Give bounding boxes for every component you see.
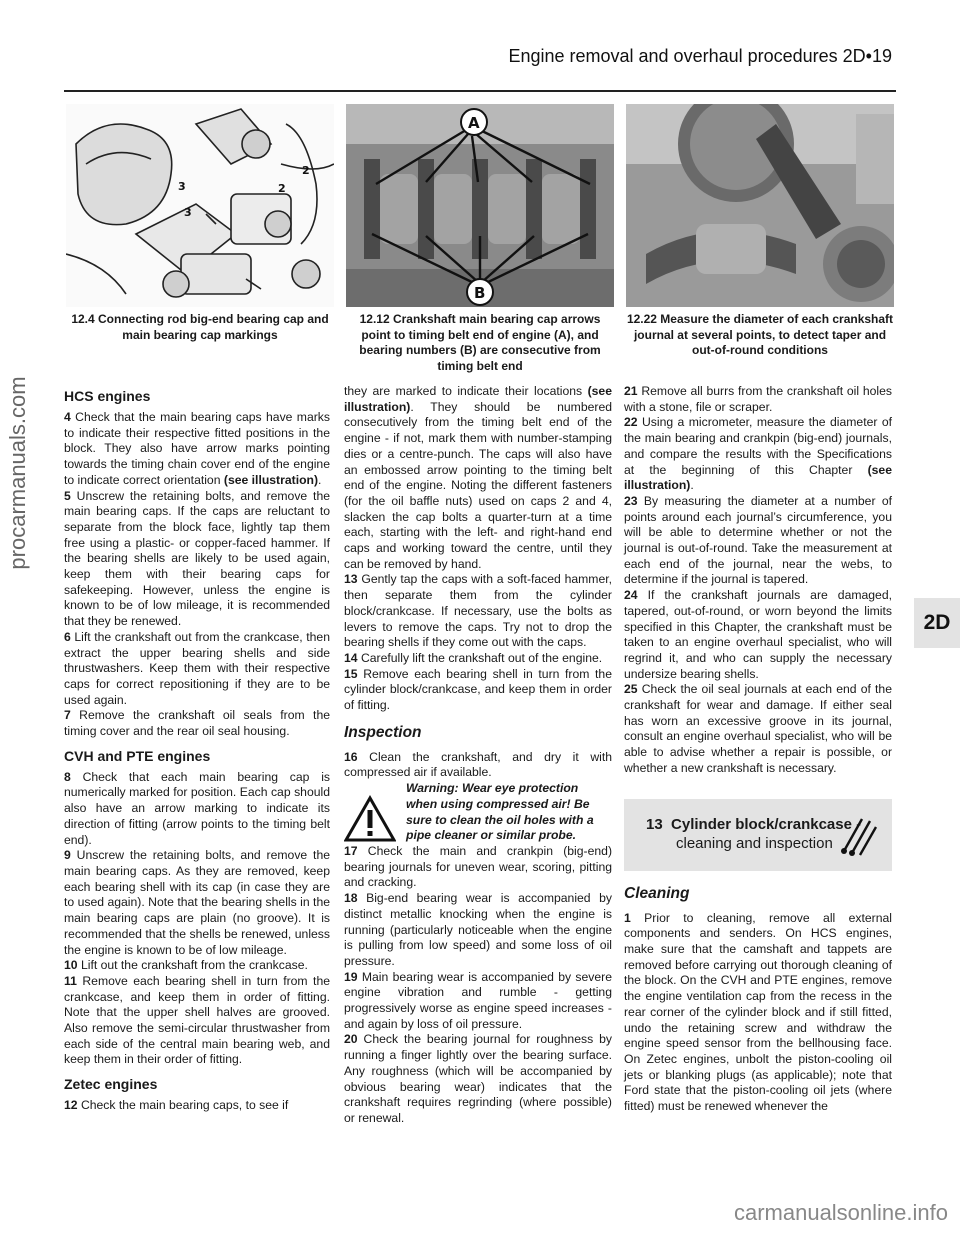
figure-12-22-image [626,104,894,307]
page-header-title: Engine removal and overhaul procedures 2D•19 [508,46,892,66]
paragraph-5: 5 Unscrew the retaining bolts, and remove the main bearing caps. If the caps are reluctant to separate from the block face, lightly tap them free using a plastic- or copper-faced hammer. If the bearing shells are likely to be used again, keep them with their bearing caps for safekeeping. However, unless the engine is known to be of low mileage, it is recommended that they be renewed. [64,488,330,629]
paragraph-6: 6 Lift the crankshaft out from the crankcase, then extract the upper bearing shells and side thrustwashers. Keep them with their respective caps for correct repositioning if they are to be used again. [64,629,330,707]
paragraph-15: 15 Remove each bearing shell in turn from the cylinder block/crankcase, and keep them in order of fitting. [344,666,612,713]
chapter-tab-2d: 2D [914,598,960,648]
text-column-2 [344,384,612,1127]
paragraph-4: 4 Check that the main bearing caps have marks to indicate their respective fitted positions in the block. They also have arrow marks pointing towards the timing chain cover end of the engine to indicate correct orientation (see illustration). [64,410,330,487]
label-a: A [468,114,480,132]
warning-triangle-icon [344,795,396,843]
bearing-mark-3a: 3 [178,180,186,193]
paragraph-24: 24 If the crankshaft journals are damaged, tapered, out-of-round, or worn beyond the limits specified in this Chapter, the crankshaft must be taken to an engine overhaul specialist, who will regrind it, and who can supply the necessary undersize bearing shells. [624,588,892,681]
figure-12-4-caption: 12.4 Connecting rod big-end bearing cap and main bearing cap markings [71,312,329,342]
heading-cleaning: Cleaning [624,884,690,902]
section-13-title: 13 Cylinder block/crankcase - cleaning and inspection [646,815,862,852]
text-column-1 [64,382,330,1114]
figure-12-12-caption: 12.12 Crankshaft main bearing cap arrows point to timing belt end of engine (A), and bearing numbers (B) are consecutive from timing belt end [359,312,601,373]
paragraph-16: 16 Clean the crankshaft, and dry it with compressed air if available. [344,749,612,780]
difficulty-spanners-icon [838,811,878,857]
bearing-mark-3b: 3 [184,206,192,219]
paragraph-9: 9 Unscrew the retaining bolts, and remove the main bearing caps. As they are removed, keep each bearing shell with its cap (in case they are to used again). Note that the bearing shells in the main bearing caps are plain (no groove). It is recommended that the shells be renewed, unless the engine is known to be of low mileage. [64,848,330,957]
bearing-mark-2b: 2 [278,182,286,195]
figure-12-4-image [66,104,334,307]
paragraph-7: 7 Remove the crankshaft oil seals from the timing cover and the rear oil seal housing. [64,708,330,739]
section-13-heading-box [624,799,892,871]
paragraph-13: 13 Gently tap the caps with a soft-faced hammer, then separate them from the cylinder block/crankcase. If necessary, use the bolts as levers to remove the caps. Try not to drop the bearing shells if they come out with the caps. [344,572,612,650]
heading-hcs-engines: HCS engines [64,388,151,404]
paragraph-22: 22 Using a micrometer, measure the diameter of the main bearing and crankpin (big-end) journals, and compare the results with the Specifications at the beginning of this Chapter (see illustration). [624,415,892,493]
paragraph-18: 18 Big-end bearing wear is accompanied by distinct metallic knocking when the engine is running (particularly noticeable when the engine is pulling from low speed) and some loss of oil pressure. [344,891,612,968]
figure-12-22-caption: 12.22 Measure the diameter of each crankshaft journal at several points, to detect taper and out-of-round conditions [626,312,894,357]
heading-inspection: Inspection [344,723,422,741]
heading-cvh-pte-engines: CVH and PTE engines [64,747,211,764]
paragraph-11: 11 Remove each bearing shell in turn from the crankcase, and keep them in order of fitting. Note that the upper shell halves are grooved. Also remove the semi-circular thrustwasher from each side of the central main bearing web, and keep them in their order of fitting. [64,973,331,1067]
paragraph-8: 8 Check that each main bearing cap is numerically marked for position. Each cap should also have an arrow marking to indicate its direction of fitting (arrow points to the timing belt end). [64,769,330,847]
warning-block [344,781,612,844]
label-b: B [474,284,486,302]
heading-zetec-engines: Zetec engines [64,1076,158,1093]
paragraph-12: 12 Check the main bearing caps, to see if [64,1098,289,1113]
text-column-3 [624,384,892,1115]
bearing-mark-2a: 2 [302,164,310,177]
watermark-carmanualsonline: carmanualsonline.info [733,1200,948,1225]
paragraph-1-cleaning: 1 Prior to cleaning, remove all external components and senders. On HCS engines, make sure that the camshaft and tappets are removed before carrying out thorough cleaning of the block. On the CVH and PTE engines, remove the engine ventilation cap from the recess in the rear corner of the cylinder block and if still fitted, undo the retaining screw and withdraw the engine speed sensor from the bellhousing face. On Zetec engines, unbolt the piston-cooling oil jets or blanking plugs (as applicable); note that Ford state that the piston-cooling oil jets (where fitted) must be renewed whenever the [624,910,892,1114]
paragraph-21: 21 Remove all burrs from the crankshaft oil holes with a stone, file or scraper. [624,384,892,414]
paragraph-25: 25 Check the oil seal journals at each end of the crankshaft for wear and damage. If either seal has worn an excessive groove in its journal, consult an engine overhaul specialist, who will be able to advise whether a repair is possible, or whether a new crankshaft is necessary. [624,682,892,775]
paragraph-14: 14 Carefully lift the crankshaft out of the engine. [344,650,603,665]
watermark-procarmanuals: procarmanuals.com [5,376,30,570]
warning-text: Warning: Wear eye protection when using compressed air! Be sure to clean the oil holes with a pipe cleaner or similar probe. [406,781,594,843]
figure-12-12-image [346,104,614,307]
paragraph-23: 23 By measuring the diameter at a number of points around each journal’s circumference, you will be able to determine whether or not the journal is out-of-round. Take the measurement at each end of the journal, near the webs, to determine if the journal is tapered. [624,493,893,587]
paragraph-20: 20 Check the bearing journal for roughness by running a finger lightly over the bearing surface. Any roughness (which will be accompanied by obvious bearing wear) indicates that the crankshaft requires regrinding (where possible) or renewal. [344,1032,613,1125]
header-rule [64,90,896,92]
paragraph-12-continued: they are marked to indicate their locations (see illustration). They should be numbered consecutively from the timing belt end of the engine - if not, mark them with number-stamping dies or a centre-punch. The caps will also have an embossed arrow pointing to the timing belt end of the engine. Noting the different fasteners (for the oil baffle nuts) used on caps 2 and 4, slacken the cap bolts a quarter-turn at a time each, starting with the left- and right-hand end caps and working toward the centre, until they can be removed by hand. [344,384,612,571]
paragraph-19: 19 Main bearing wear is accompanied by severe engine vibration and rumble - getting progressively worse as engine speed increases - and again by loss of oil pressure. [344,969,612,1031]
paragraph-17: 17 Check the main and crankpin (big-end) bearing journals for uneven wear, scoring, pitting and cracking. [344,843,612,890]
paragraph-10: 10 Lift out the crankshaft from the crankcase. [64,958,308,973]
